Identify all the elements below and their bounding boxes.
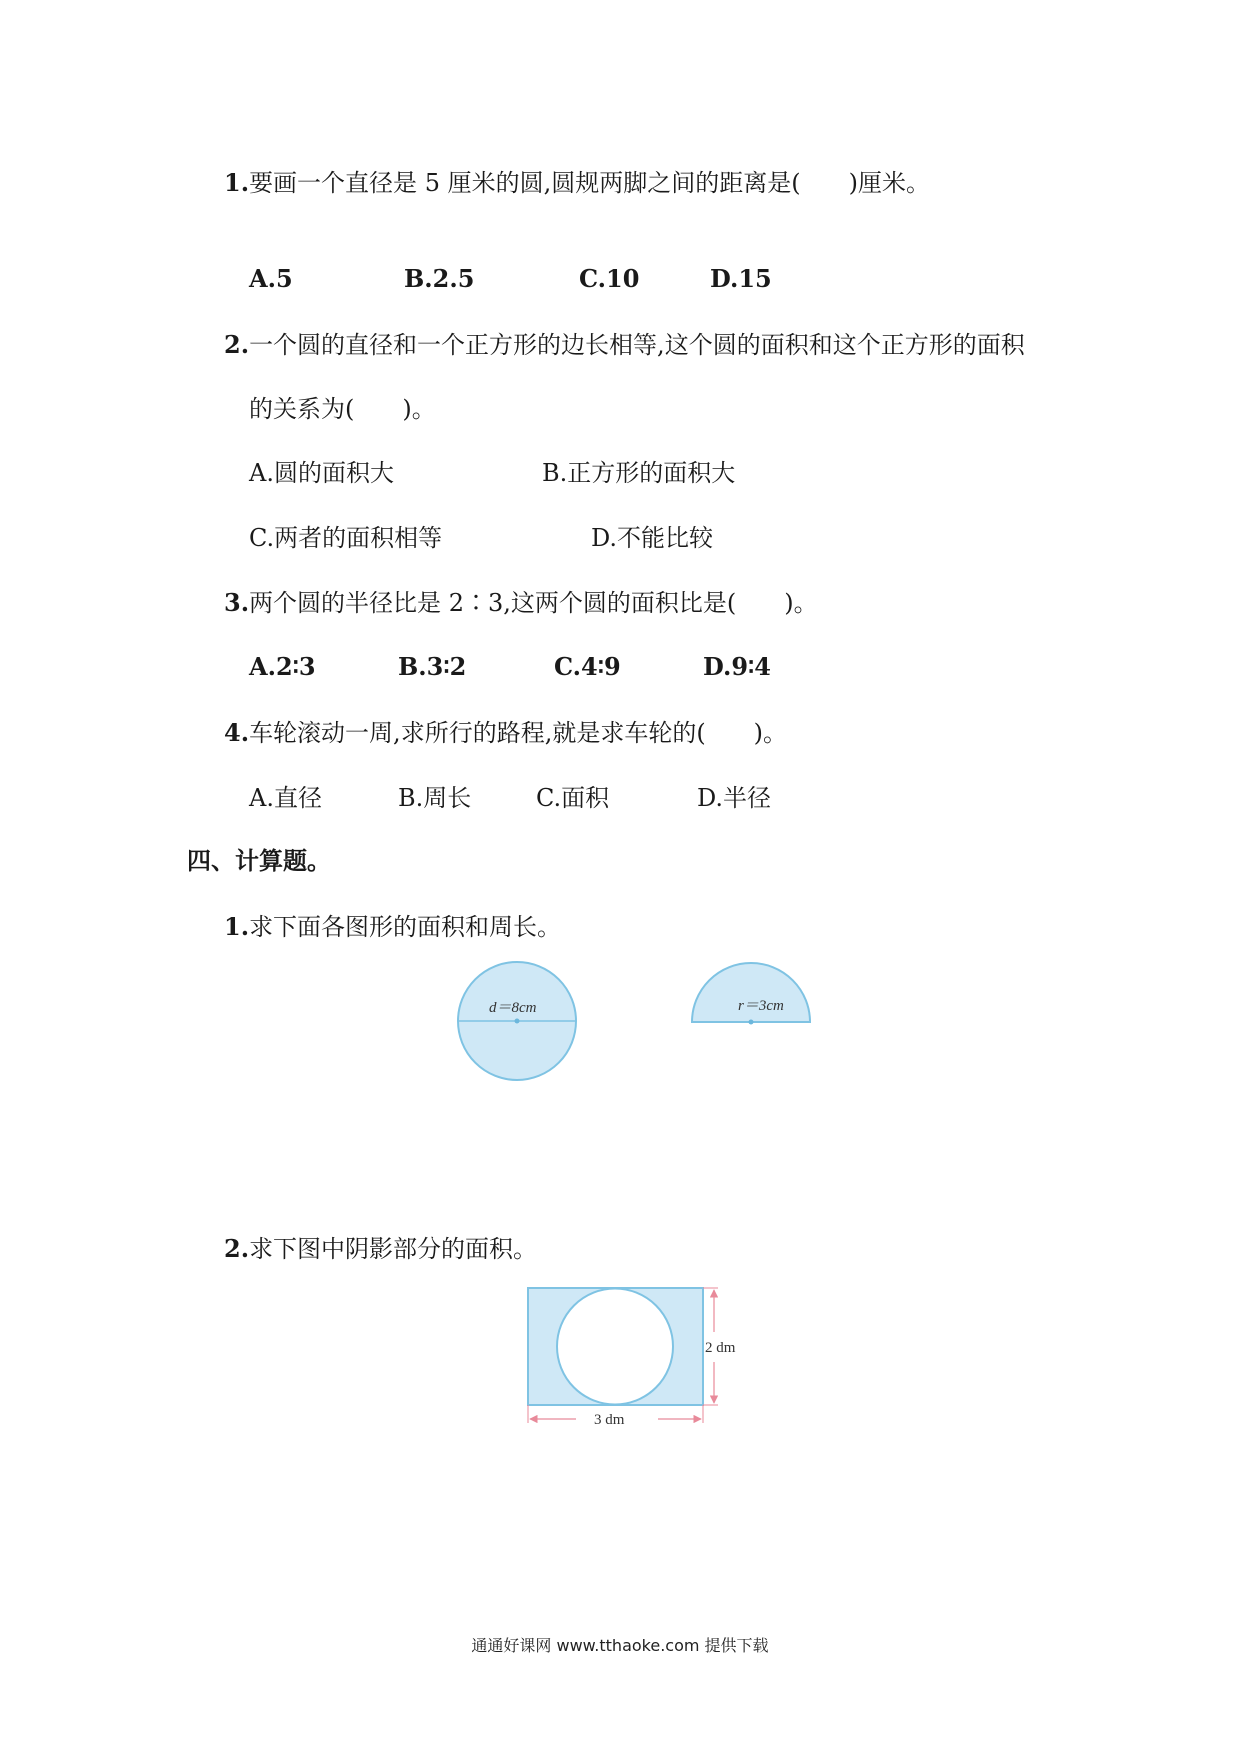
section4-question-2-number: 2. [224,1234,250,1263]
question-1-option-d: D.15 [710,264,772,293]
semicircle-figure [690,961,812,1025]
circle-diameter-label: d＝8cm [489,1000,537,1016]
question-2-option-a: A.圆的面积大 [249,459,394,487]
section4-question-1-number: 1. [224,912,250,941]
question-4-option-c: C.面积 [536,784,610,812]
question-3-option-c: C.4∶9 [554,652,621,681]
question-2-number: 2. [224,330,250,359]
section-heading: 四、计算题。 [187,846,331,875]
footer-credit: 通通好课网 www.tthaoke.com 提供下载 [471,1636,769,1655]
section4-question-1-text: 求下面各图形的面积和周长。 [249,913,562,941]
question-2-text: 一个圆的直径和一个正方形的边长相等,这个圆的面积和这个正方形的面积 [249,331,1025,359]
circle-center-dot [515,1019,520,1024]
section4-question-2-text: 求下图中阴影部分的面积。 [249,1235,538,1263]
shaded-area-figure [520,1280,770,1440]
question-2-option-d: D.不能比较 [591,524,714,552]
question-1-number: 1. [224,168,250,197]
width-label: 3 dm [594,1412,625,1428]
unshaded-circle [557,1289,673,1405]
section4-question-2 [224,1233,537,1265]
question-1-text: 要画一个直径是 5 厘米的圆,圆规两脚之间的距离是( )厘米。 [249,169,930,197]
height-label: 2 dm [705,1340,736,1356]
question-4-option-a: A.直径 [249,784,322,812]
question-2-option-b: B.正方形的面积大 [542,459,736,487]
question-4-option-b: B.周长 [398,784,472,812]
semicircle-center-dot [749,1020,754,1025]
question-1 [224,167,930,199]
section4-question-1 [224,911,561,943]
question-4-number: 4. [224,718,250,747]
question-2-option-c: C.两者的面积相等 [249,524,443,552]
question-4-option-d: D.半径 [697,784,772,812]
question-4-text: 车轮滚动一周,求所行的路程,就是求车轮的( )。 [249,719,788,747]
question-1-option-b: B.2.5 [404,264,475,293]
question-4 [224,717,787,749]
question-1-option-c: C.10 [579,264,640,293]
question-2 [224,329,1025,361]
circle-figure [456,960,578,1082]
question-3-number: 3. [224,588,250,617]
question-3-option-d: D.9∶4 [703,652,771,681]
question-2-text-line2: 的关系为( )。 [249,395,436,423]
question-3 [224,587,818,619]
question-3-option-b: B.3∶2 [398,652,467,681]
semicircle-radius-label: r＝3cm [738,998,784,1014]
question-1-option-a: A.5 [249,264,293,293]
question-3-text: 两个圆的半径比是 2∶3,这两个圆的面积比是( )。 [249,589,818,617]
question-3-option-a: A.2∶3 [249,652,316,681]
